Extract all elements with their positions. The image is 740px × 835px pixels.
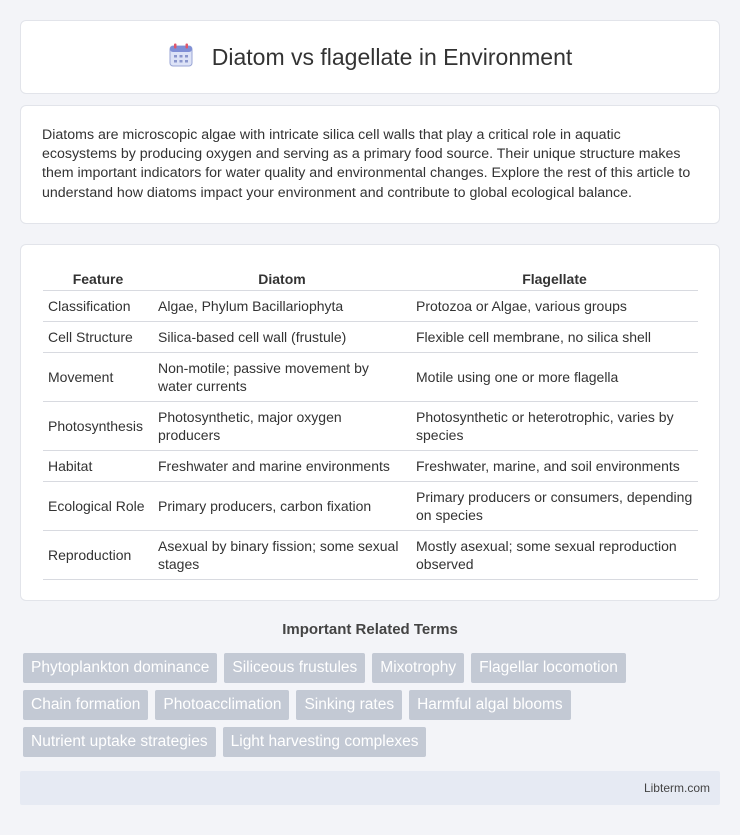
table-header-row [43,265,698,291]
footer [20,771,720,805]
table-cell: Silica-based cell wall (frustule) [153,322,411,353]
related-term-tag[interactable]: Light harvesting complexes [223,727,427,757]
table-cell: Non-motile; passive movement by water currents [153,353,411,402]
page-title: Diatom vs flagellate in Environment [211,43,573,70]
table-cell: Protozoa or Algae, various groups [411,291,698,322]
table-row [43,531,698,580]
related-terms-list [23,653,723,757]
table-row [43,451,698,482]
table-cell: Photosynthetic or heterotrophic, varies by species [411,402,698,451]
table-cell: Freshwater, marine, and soil environments [411,451,698,482]
table-cell: Asexual by binary fission; some sexual stages [153,531,411,580]
intro-paragraph: Diatoms are microscopic algae with intricate silica cell walls that play a critical role in aquatic ecosystems by producing oxygen and serving as a primary food source. Their unique structure makes them important indicators for water quality and environmental changes. Explore the rest of this article to understand how diatoms impact your environment and contribute to global ecological balance. [42,127,691,201]
related-term-tag[interactable]: Flagellar locomotion [471,653,626,683]
table-cell: Motile using one or more flagella [411,353,698,402]
header-card [20,20,720,94]
related-terms-title: Important Related Terms [282,621,458,638]
related-term-tag[interactable]: Photoacclimation [155,690,289,720]
table-cell: Classification [43,291,153,322]
comparison-table [43,265,698,580]
table-row [43,353,698,402]
footer-site-link[interactable]: Libterm.com [643,781,710,795]
column-header-flagellate: Flagellate [411,265,698,291]
table-cell: Ecological Role [43,482,153,531]
comparison-table-card [20,244,720,601]
column-header-feature: Feature [43,265,153,291]
table-cell: Cell Structure [43,322,153,353]
calendar-icon [168,42,194,73]
table-cell: Primary producers, carbon fixation [153,482,411,531]
table-row [43,291,698,322]
related-term-tag[interactable]: Phytoplankton dominance [23,653,217,683]
table-cell: Reproduction [43,531,153,580]
related-term-tag[interactable]: Harmful algal blooms [409,690,571,720]
related-term-tag[interactable]: Siliceous frustules [224,653,365,683]
table-cell: Mostly asexual; some sexual reproduction observed [411,531,698,580]
related-term-tag[interactable]: Sinking rates [296,690,402,720]
table-cell: Movement [43,353,153,402]
table-cell: Flexible cell membrane, no silica shell [411,322,698,353]
table-cell: Freshwater and marine environments [153,451,411,482]
related-term-tag[interactable]: Mixotrophy [372,653,464,683]
table-row [43,322,698,353]
intro-card [20,105,720,224]
related-term-tag[interactable]: Nutrient uptake strategies [23,727,216,757]
column-header-diatom: Diatom [153,265,411,291]
table-cell: Habitat [43,451,153,482]
table-row [43,482,698,531]
table-cell: Photosynthetic, major oxygen producers [153,402,411,451]
related-term-tag[interactable]: Chain formation [23,690,148,720]
header [168,42,573,73]
table-cell: Primary producers or consumers, depending on species [411,482,698,531]
table-cell: Algae, Phylum Bacillariophyta [153,291,411,322]
table-row [43,402,698,451]
table-cell: Photosynthesis [43,402,153,451]
